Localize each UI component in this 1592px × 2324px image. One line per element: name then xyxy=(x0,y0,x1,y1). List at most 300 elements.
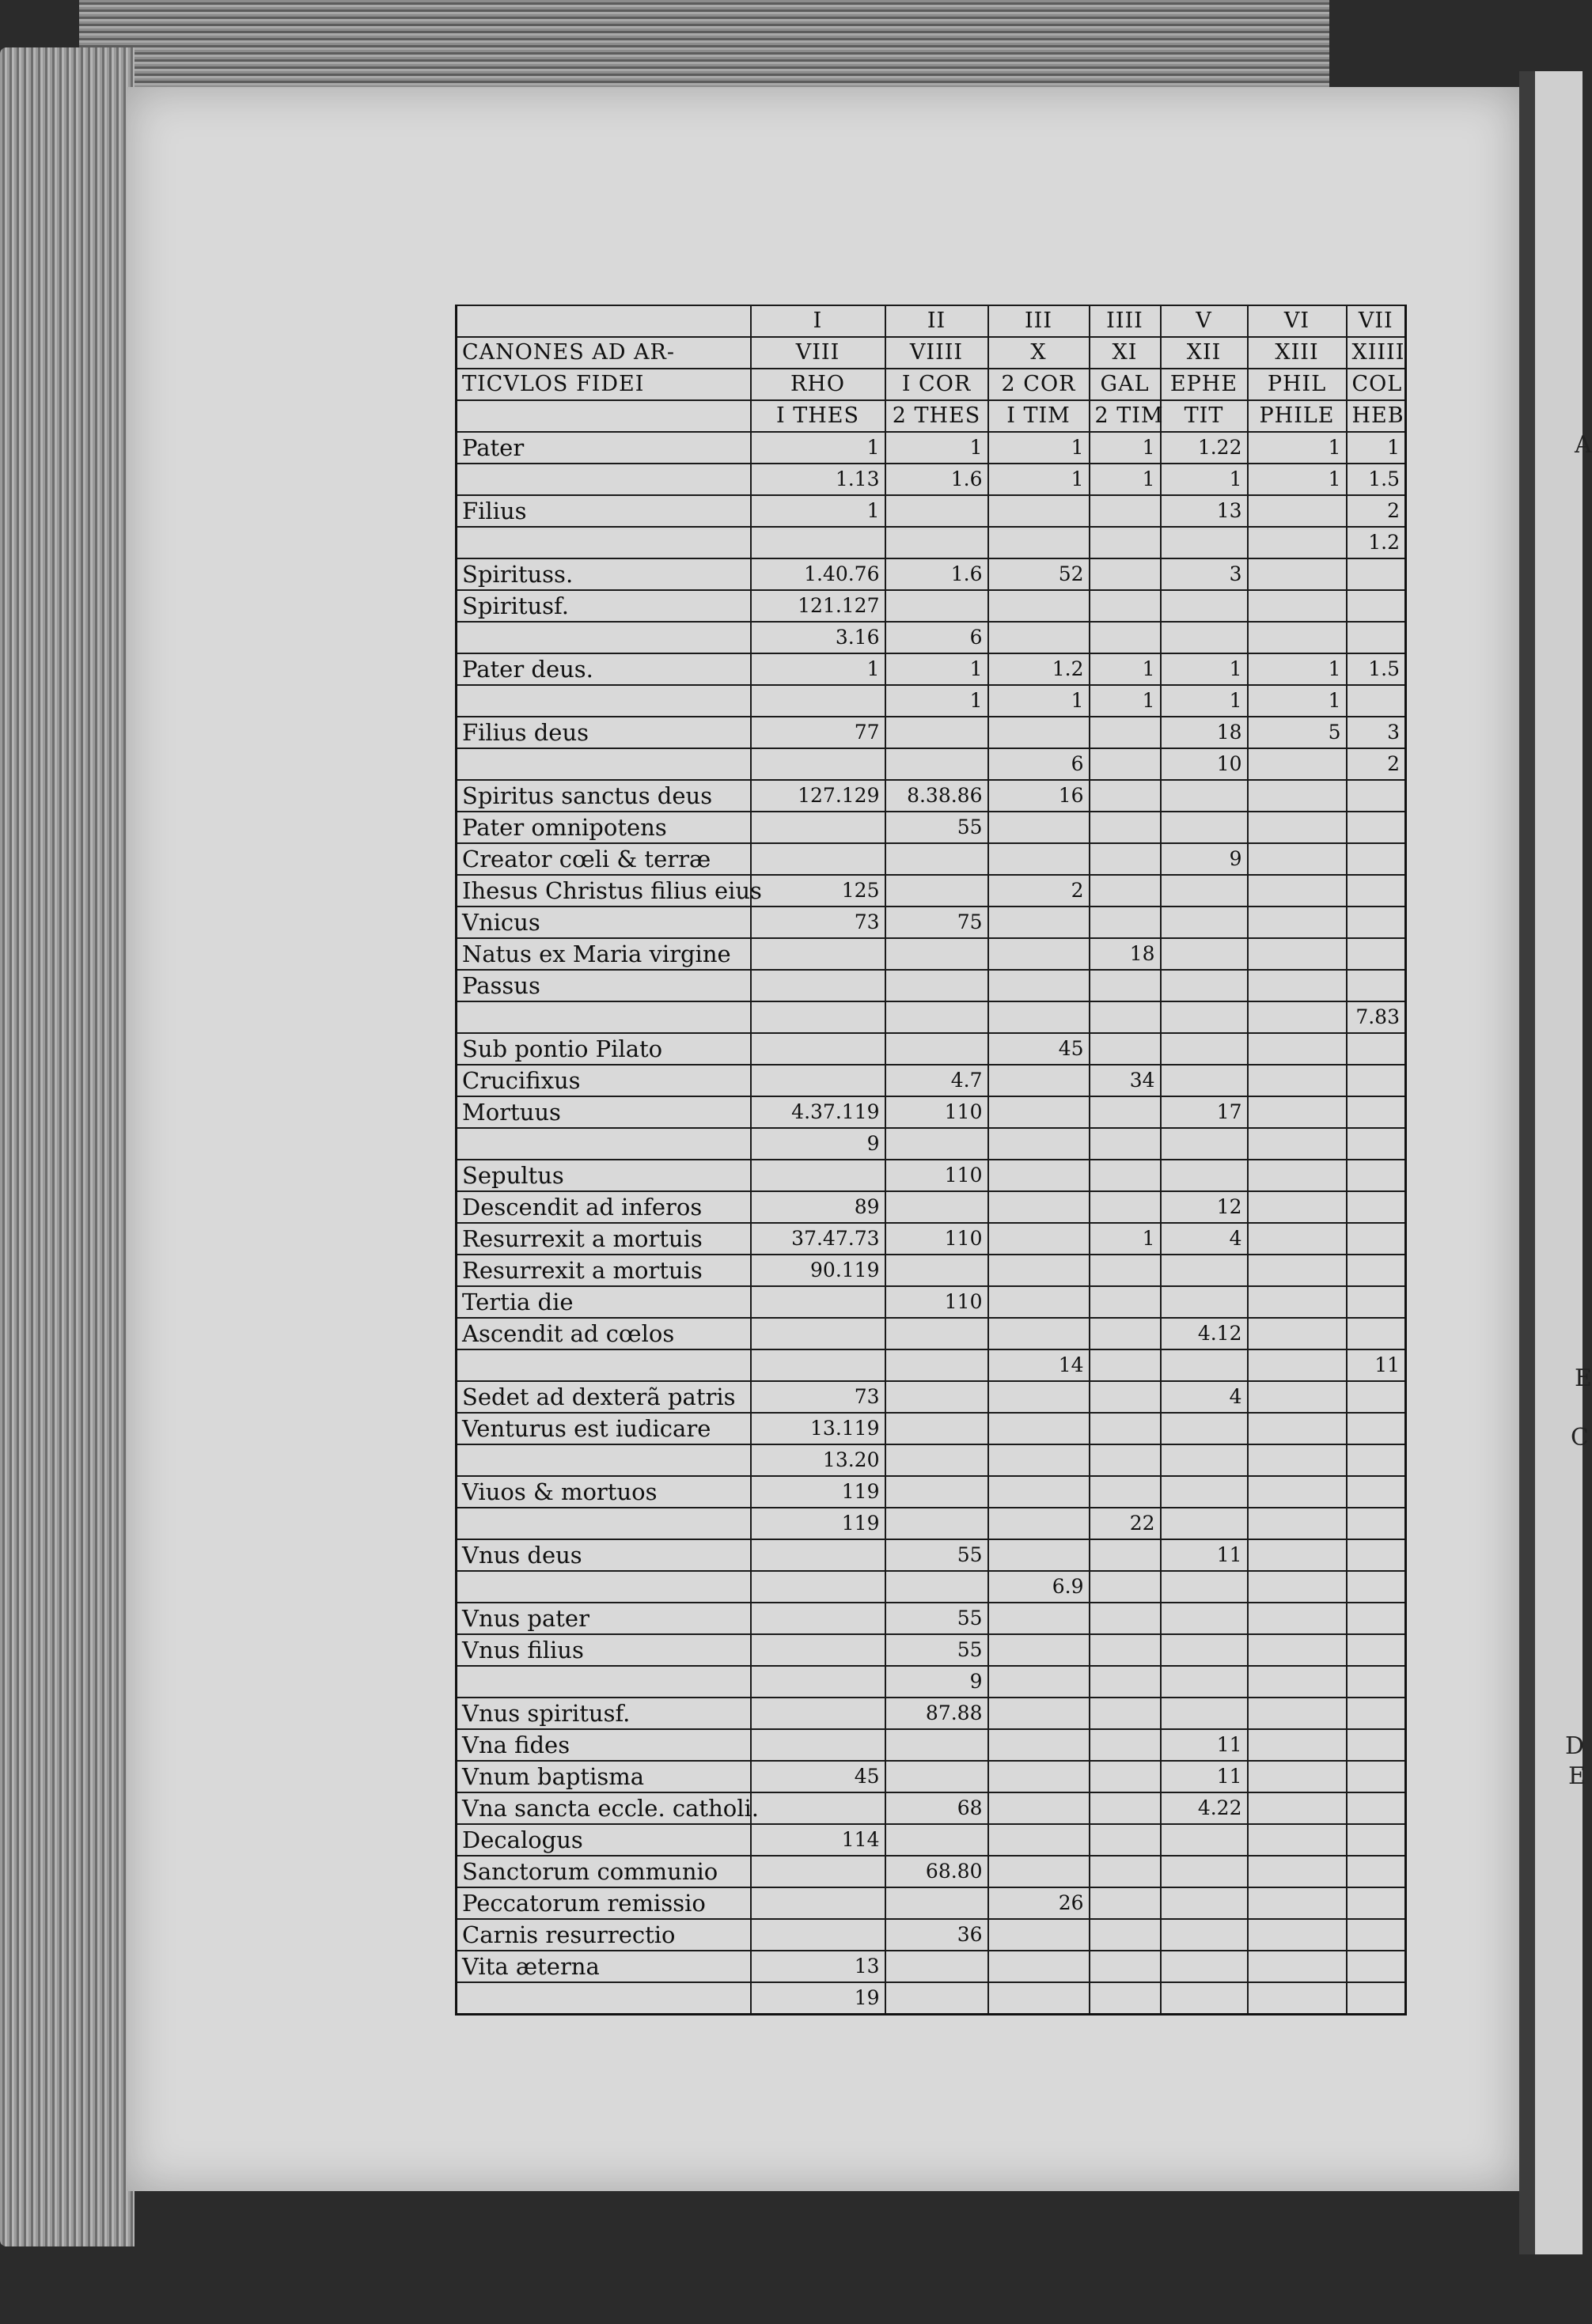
concordance-table-wrapper xyxy=(455,305,1404,2016)
reference-cell: 11 xyxy=(1161,1729,1248,1761)
reference-cell: 1 xyxy=(1090,685,1161,717)
article-label xyxy=(457,685,751,717)
article-label: Vnus deus xyxy=(457,1539,751,1571)
reference-cell xyxy=(885,1033,988,1065)
reference-cell: 34 xyxy=(1090,1065,1161,1096)
table-row xyxy=(457,1444,1406,1476)
reference-cell xyxy=(751,1349,885,1381)
article-label: Decalogus xyxy=(457,1824,751,1856)
facing-page-letter: E xyxy=(1575,1364,1592,1392)
reference-cell xyxy=(1090,1033,1161,1065)
article-label: Sepultus xyxy=(457,1160,751,1191)
column-book: PHIL xyxy=(1248,369,1347,400)
reference-cell: 13 xyxy=(1161,495,1248,527)
article-label: Sanctorum communio xyxy=(457,1856,751,1887)
table-row xyxy=(457,622,1406,653)
reference-cell xyxy=(1248,590,1347,622)
reference-cell: 4.12 xyxy=(1161,1318,1248,1349)
concordance-table xyxy=(455,305,1407,2016)
table-row xyxy=(457,1476,1406,1508)
table-row xyxy=(457,1792,1406,1824)
table-row xyxy=(457,1824,1406,1856)
reference-cell xyxy=(988,812,1090,843)
reference-cell: 55 xyxy=(885,1634,988,1666)
reference-cell xyxy=(1161,1065,1248,1096)
reference-cell: 68.80 xyxy=(885,1856,988,1887)
reference-cell xyxy=(1090,1603,1161,1634)
article-label: Vna fides xyxy=(457,1729,751,1761)
reference-cell: 1 xyxy=(1090,1223,1161,1255)
reference-cell xyxy=(988,1476,1090,1508)
column-number: VI xyxy=(1248,305,1347,337)
reference-cell xyxy=(1248,1761,1347,1792)
table-title-line-2: TICVLOS FIDEI xyxy=(457,369,751,400)
reference-cell xyxy=(1347,938,1406,970)
reference-cell xyxy=(988,1919,1090,1951)
reference-cell xyxy=(1090,1191,1161,1223)
book-top-edge xyxy=(79,0,1329,87)
reference-cell xyxy=(988,1634,1090,1666)
reference-cell: 55 xyxy=(885,1539,988,1571)
reference-cell xyxy=(751,685,885,717)
reference-cell xyxy=(1248,1444,1347,1476)
reference-cell xyxy=(1347,1223,1406,1255)
table-row xyxy=(457,812,1406,843)
table-row xyxy=(457,1982,1406,2015)
reference-cell xyxy=(1347,1381,1406,1413)
column-number: VIII xyxy=(751,337,885,369)
reference-cell xyxy=(1248,1033,1347,1065)
book-page-edges xyxy=(0,47,135,2246)
table-row xyxy=(457,970,1406,1001)
article-label: Tertia die xyxy=(457,1286,751,1318)
reference-cell xyxy=(1347,907,1406,938)
header-row-roman xyxy=(457,305,1406,337)
reference-cell: 13.20 xyxy=(751,1444,885,1476)
reference-cell xyxy=(885,748,988,780)
reference-cell xyxy=(1090,1761,1161,1792)
reference-cell xyxy=(1161,1128,1248,1160)
reference-cell xyxy=(1090,1476,1161,1508)
reference-cell: 17 xyxy=(1161,1096,1248,1128)
article-label xyxy=(457,1571,751,1603)
header-title-spacer xyxy=(457,400,751,432)
reference-cell xyxy=(1248,748,1347,780)
reference-cell: 14 xyxy=(988,1349,1090,1381)
reference-cell xyxy=(1248,1571,1347,1603)
reference-cell xyxy=(1248,495,1347,527)
reference-cell xyxy=(1347,1951,1406,1982)
reference-cell xyxy=(1161,1571,1248,1603)
table-row xyxy=(457,527,1406,558)
reference-cell xyxy=(988,717,1090,748)
table-row xyxy=(457,1128,1406,1160)
column-book: HEB xyxy=(1347,400,1406,432)
reference-cell xyxy=(988,938,1090,970)
reference-cell xyxy=(1161,1698,1248,1729)
reference-cell xyxy=(1248,527,1347,558)
table-title-line-1: CANONES AD AR- xyxy=(457,337,751,369)
reference-cell xyxy=(1161,1444,1248,1476)
reference-cell: 9 xyxy=(885,1666,988,1698)
reference-cell xyxy=(988,527,1090,558)
reference-cell xyxy=(988,495,1090,527)
reference-cell xyxy=(885,590,988,622)
reference-cell xyxy=(885,843,988,875)
table-body xyxy=(457,432,1406,2015)
reference-cell: 16 xyxy=(988,780,1090,812)
reference-cell xyxy=(1090,748,1161,780)
reference-cell xyxy=(1248,1065,1347,1096)
reference-cell xyxy=(751,527,885,558)
reference-cell xyxy=(885,1191,988,1223)
reference-cell: 1.6 xyxy=(885,558,988,590)
reference-cell: 1 xyxy=(1347,432,1406,464)
reference-cell: 1 xyxy=(1090,653,1161,685)
table-row xyxy=(457,1286,1406,1318)
reference-cell xyxy=(1347,1160,1406,1191)
column-book: GAL xyxy=(1090,369,1161,400)
reference-cell xyxy=(1248,1792,1347,1824)
article-label: Vna sancta eccle. catholi. xyxy=(457,1792,751,1824)
reference-cell: 4 xyxy=(1161,1381,1248,1413)
article-label: Pater deus. xyxy=(457,653,751,685)
article-label: Descendit ad inferos xyxy=(457,1191,751,1223)
article-label: Sub pontio Pilato xyxy=(457,1033,751,1065)
reference-cell xyxy=(885,938,988,970)
reference-cell xyxy=(1090,558,1161,590)
article-label: Spirituss. xyxy=(457,558,751,590)
reference-cell xyxy=(885,1349,988,1381)
reference-cell xyxy=(885,1444,988,1476)
article-label: Carnis resurrectio xyxy=(457,1919,751,1951)
reference-cell: 1 xyxy=(1248,685,1347,717)
column-book: COL xyxy=(1347,369,1406,400)
table-row xyxy=(457,875,1406,907)
reference-cell: 110 xyxy=(885,1223,988,1255)
reference-cell xyxy=(1248,1603,1347,1634)
reference-cell xyxy=(988,1128,1090,1160)
article-label xyxy=(457,1349,751,1381)
article-label: Vnus filius xyxy=(457,1634,751,1666)
reference-cell: 3 xyxy=(1161,558,1248,590)
reference-cell: 1 xyxy=(751,653,885,685)
table-row xyxy=(457,938,1406,970)
reference-cell xyxy=(1347,970,1406,1001)
reference-cell: 90.119 xyxy=(751,1255,885,1286)
reference-cell xyxy=(751,1571,885,1603)
column-number: XIII xyxy=(1248,337,1347,369)
header-title-cell xyxy=(457,305,751,337)
header-row-roman-2 xyxy=(457,337,1406,369)
article-label: Pater xyxy=(457,432,751,464)
reference-cell: 127.129 xyxy=(751,780,885,812)
reference-cell: 1.6 xyxy=(885,464,988,495)
reference-cell: 7.83 xyxy=(1347,1001,1406,1033)
article-label xyxy=(457,1128,751,1160)
reference-cell xyxy=(751,843,885,875)
reference-cell xyxy=(1090,1919,1161,1951)
reference-cell: 4.7 xyxy=(885,1065,988,1096)
reference-cell: 2 xyxy=(988,875,1090,907)
table-row xyxy=(457,495,1406,527)
column-book: I COR xyxy=(885,369,988,400)
reference-cell: 9 xyxy=(1161,843,1248,875)
table-row xyxy=(457,1603,1406,1634)
article-label: Mortuus xyxy=(457,1096,751,1128)
article-label: Vita æterna xyxy=(457,1951,751,1982)
reference-cell: 36 xyxy=(885,1919,988,1951)
reference-cell xyxy=(1161,1160,1248,1191)
reference-cell xyxy=(1161,1887,1248,1919)
table-row xyxy=(457,1634,1406,1666)
reference-cell xyxy=(885,1729,988,1761)
reference-cell xyxy=(988,907,1090,938)
column-number: I xyxy=(751,305,885,337)
table-row xyxy=(457,1571,1406,1603)
reference-cell xyxy=(751,1539,885,1571)
reference-cell: 121.127 xyxy=(751,590,885,622)
article-label xyxy=(457,1666,751,1698)
reference-cell: 1.40.76 xyxy=(751,558,885,590)
reference-cell xyxy=(1090,495,1161,527)
reference-cell xyxy=(1090,1413,1161,1444)
reference-cell xyxy=(1347,1571,1406,1603)
reference-cell: 77 xyxy=(751,717,885,748)
reference-cell xyxy=(1161,590,1248,622)
reference-cell xyxy=(1161,1919,1248,1951)
reference-cell xyxy=(751,812,885,843)
reference-cell xyxy=(1090,1698,1161,1729)
reference-cell xyxy=(1347,1444,1406,1476)
reference-cell xyxy=(1248,1001,1347,1033)
table-row xyxy=(457,1919,1406,1951)
reference-cell xyxy=(1347,1761,1406,1792)
reference-cell xyxy=(988,1191,1090,1223)
article-label: Vnum baptisma xyxy=(457,1761,751,1792)
reference-cell xyxy=(988,1761,1090,1792)
facing-page-edge xyxy=(1519,71,1583,2254)
reference-cell xyxy=(885,1381,988,1413)
reference-cell: 73 xyxy=(751,1381,885,1413)
column-number: VIIII xyxy=(885,337,988,369)
reference-cell xyxy=(751,1887,885,1919)
column-book: 2 THES xyxy=(885,400,988,432)
reference-cell xyxy=(885,1571,988,1603)
reference-cell xyxy=(988,1381,1090,1413)
reference-cell xyxy=(1090,1982,1161,2015)
reference-cell xyxy=(988,1444,1090,1476)
reference-cell xyxy=(751,1729,885,1761)
reference-cell xyxy=(988,1792,1090,1824)
reference-cell xyxy=(1248,938,1347,970)
table-row xyxy=(457,1729,1406,1761)
reference-cell: 1.22 xyxy=(1161,432,1248,464)
reference-cell xyxy=(1347,1508,1406,1539)
reference-cell xyxy=(885,1951,988,1982)
article-label xyxy=(457,1508,751,1539)
reference-cell xyxy=(1090,1286,1161,1318)
reference-cell xyxy=(1090,1255,1161,1286)
reference-cell: 6 xyxy=(988,748,1090,780)
reference-cell xyxy=(885,1508,988,1539)
reference-cell xyxy=(988,1603,1090,1634)
column-number: V xyxy=(1161,305,1248,337)
article-label: Filius xyxy=(457,495,751,527)
reference-cell: 6 xyxy=(885,622,988,653)
reference-cell: 12 xyxy=(1161,1191,1248,1223)
reference-cell xyxy=(988,1413,1090,1444)
reference-cell xyxy=(1347,685,1406,717)
reference-cell xyxy=(1248,1698,1347,1729)
reference-cell xyxy=(1248,1191,1347,1223)
article-label: Pater omnipotens xyxy=(457,812,751,843)
reference-cell: 11 xyxy=(1161,1761,1248,1792)
reference-cell xyxy=(1347,1191,1406,1223)
article-label: Vnicus xyxy=(457,907,751,938)
article-label: Filius deus xyxy=(457,717,751,748)
reference-cell xyxy=(1161,1001,1248,1033)
reference-cell: 1.13 xyxy=(751,464,885,495)
reference-cell xyxy=(1248,1824,1347,1856)
reference-cell xyxy=(751,1634,885,1666)
reference-cell: 1 xyxy=(885,685,988,717)
reference-cell xyxy=(1248,1729,1347,1761)
reference-cell xyxy=(1161,1286,1248,1318)
reference-cell xyxy=(1090,1951,1161,1982)
reference-cell xyxy=(988,970,1090,1001)
article-label: Spiritus sanctus deus xyxy=(457,780,751,812)
reference-cell xyxy=(1347,1856,1406,1887)
reference-cell: 1 xyxy=(988,464,1090,495)
reference-cell: 18 xyxy=(1161,717,1248,748)
reference-cell xyxy=(1090,527,1161,558)
reference-cell xyxy=(988,1223,1090,1255)
reference-cell xyxy=(1347,1286,1406,1318)
reference-cell xyxy=(1161,1413,1248,1444)
reference-cell xyxy=(988,1856,1090,1887)
article-label: Vnus spiritusf. xyxy=(457,1698,751,1729)
reference-cell xyxy=(751,1065,885,1096)
column-number: III xyxy=(988,305,1090,337)
article-label: Sedet ad dexterã patris xyxy=(457,1381,751,1413)
table-row xyxy=(457,1349,1406,1381)
reference-cell: 1 xyxy=(1248,653,1347,685)
article-label: Ascendit ad cœlos xyxy=(457,1318,751,1349)
table-row xyxy=(457,1856,1406,1887)
reference-cell xyxy=(988,1824,1090,1856)
article-label: Venturus est iudicare xyxy=(457,1413,751,1444)
reference-cell: 119 xyxy=(751,1476,885,1508)
reference-cell xyxy=(1090,622,1161,653)
reference-cell: 18 xyxy=(1090,938,1161,970)
reference-cell xyxy=(1090,717,1161,748)
reference-cell xyxy=(1090,1096,1161,1128)
reference-cell xyxy=(751,1160,885,1191)
reference-cell xyxy=(1090,1381,1161,1413)
reference-cell xyxy=(1347,558,1406,590)
table-row xyxy=(457,1255,1406,1286)
column-book: RHO xyxy=(751,369,885,400)
table-row xyxy=(457,590,1406,622)
reference-cell xyxy=(988,1951,1090,1982)
table-row xyxy=(457,843,1406,875)
reference-cell: 55 xyxy=(885,1603,988,1634)
reference-cell xyxy=(1090,1571,1161,1603)
reference-cell xyxy=(1161,875,1248,907)
table-row xyxy=(457,1381,1406,1413)
column-number: X xyxy=(988,337,1090,369)
column-number: IIII xyxy=(1090,305,1161,337)
reference-cell xyxy=(1090,590,1161,622)
article-label: Crucifixus xyxy=(457,1065,751,1096)
reference-cell: 52 xyxy=(988,558,1090,590)
reference-cell xyxy=(1248,1096,1347,1128)
reference-cell xyxy=(1161,938,1248,970)
reference-cell xyxy=(1347,1065,1406,1096)
reference-cell xyxy=(1090,1318,1161,1349)
reference-cell xyxy=(988,1065,1090,1096)
reference-cell xyxy=(1248,1951,1347,1982)
reference-cell xyxy=(1090,907,1161,938)
reference-cell xyxy=(1161,1666,1248,1698)
reference-cell xyxy=(885,1476,988,1508)
article-label xyxy=(457,622,751,653)
reference-cell: 89 xyxy=(751,1191,885,1223)
reference-cell xyxy=(1248,1887,1347,1919)
column-number: XI xyxy=(1090,337,1161,369)
reference-cell xyxy=(1347,590,1406,622)
header-row-books-2 xyxy=(457,400,1406,432)
reference-cell: 68 xyxy=(885,1792,988,1824)
reference-cell: 4.22 xyxy=(1161,1792,1248,1824)
article-label xyxy=(457,464,751,495)
table-row xyxy=(457,717,1406,748)
facing-page-letter: E xyxy=(1568,1762,1586,1790)
reference-cell xyxy=(1248,1255,1347,1286)
column-number: VII xyxy=(1347,305,1406,337)
reference-cell: 1 xyxy=(751,495,885,527)
reference-cell xyxy=(1347,843,1406,875)
reference-cell xyxy=(1161,907,1248,938)
reference-cell xyxy=(1347,1666,1406,1698)
header-row-books xyxy=(457,369,1406,400)
table-row xyxy=(457,1887,1406,1919)
column-book: 2 COR xyxy=(988,369,1090,400)
reference-cell xyxy=(1090,780,1161,812)
reference-cell xyxy=(1347,1792,1406,1824)
reference-cell xyxy=(1248,1634,1347,1666)
reference-cell: 110 xyxy=(885,1160,988,1191)
reference-cell xyxy=(1090,1634,1161,1666)
table-row xyxy=(457,685,1406,717)
reference-cell xyxy=(1347,1887,1406,1919)
reference-cell: 26 xyxy=(988,1887,1090,1919)
reference-cell: 1 xyxy=(1090,432,1161,464)
reference-cell xyxy=(988,1096,1090,1128)
reference-cell xyxy=(1090,1128,1161,1160)
reference-cell xyxy=(1248,1349,1347,1381)
reference-cell xyxy=(988,1318,1090,1349)
reference-cell: 1 xyxy=(988,685,1090,717)
table-row xyxy=(457,1065,1406,1096)
reference-cell xyxy=(1248,780,1347,812)
reference-cell xyxy=(1347,812,1406,843)
reference-cell xyxy=(1248,1223,1347,1255)
reference-cell xyxy=(1090,1539,1161,1571)
facing-page-letter: A xyxy=(1575,431,1592,459)
reference-cell: 13.119 xyxy=(751,1413,885,1444)
